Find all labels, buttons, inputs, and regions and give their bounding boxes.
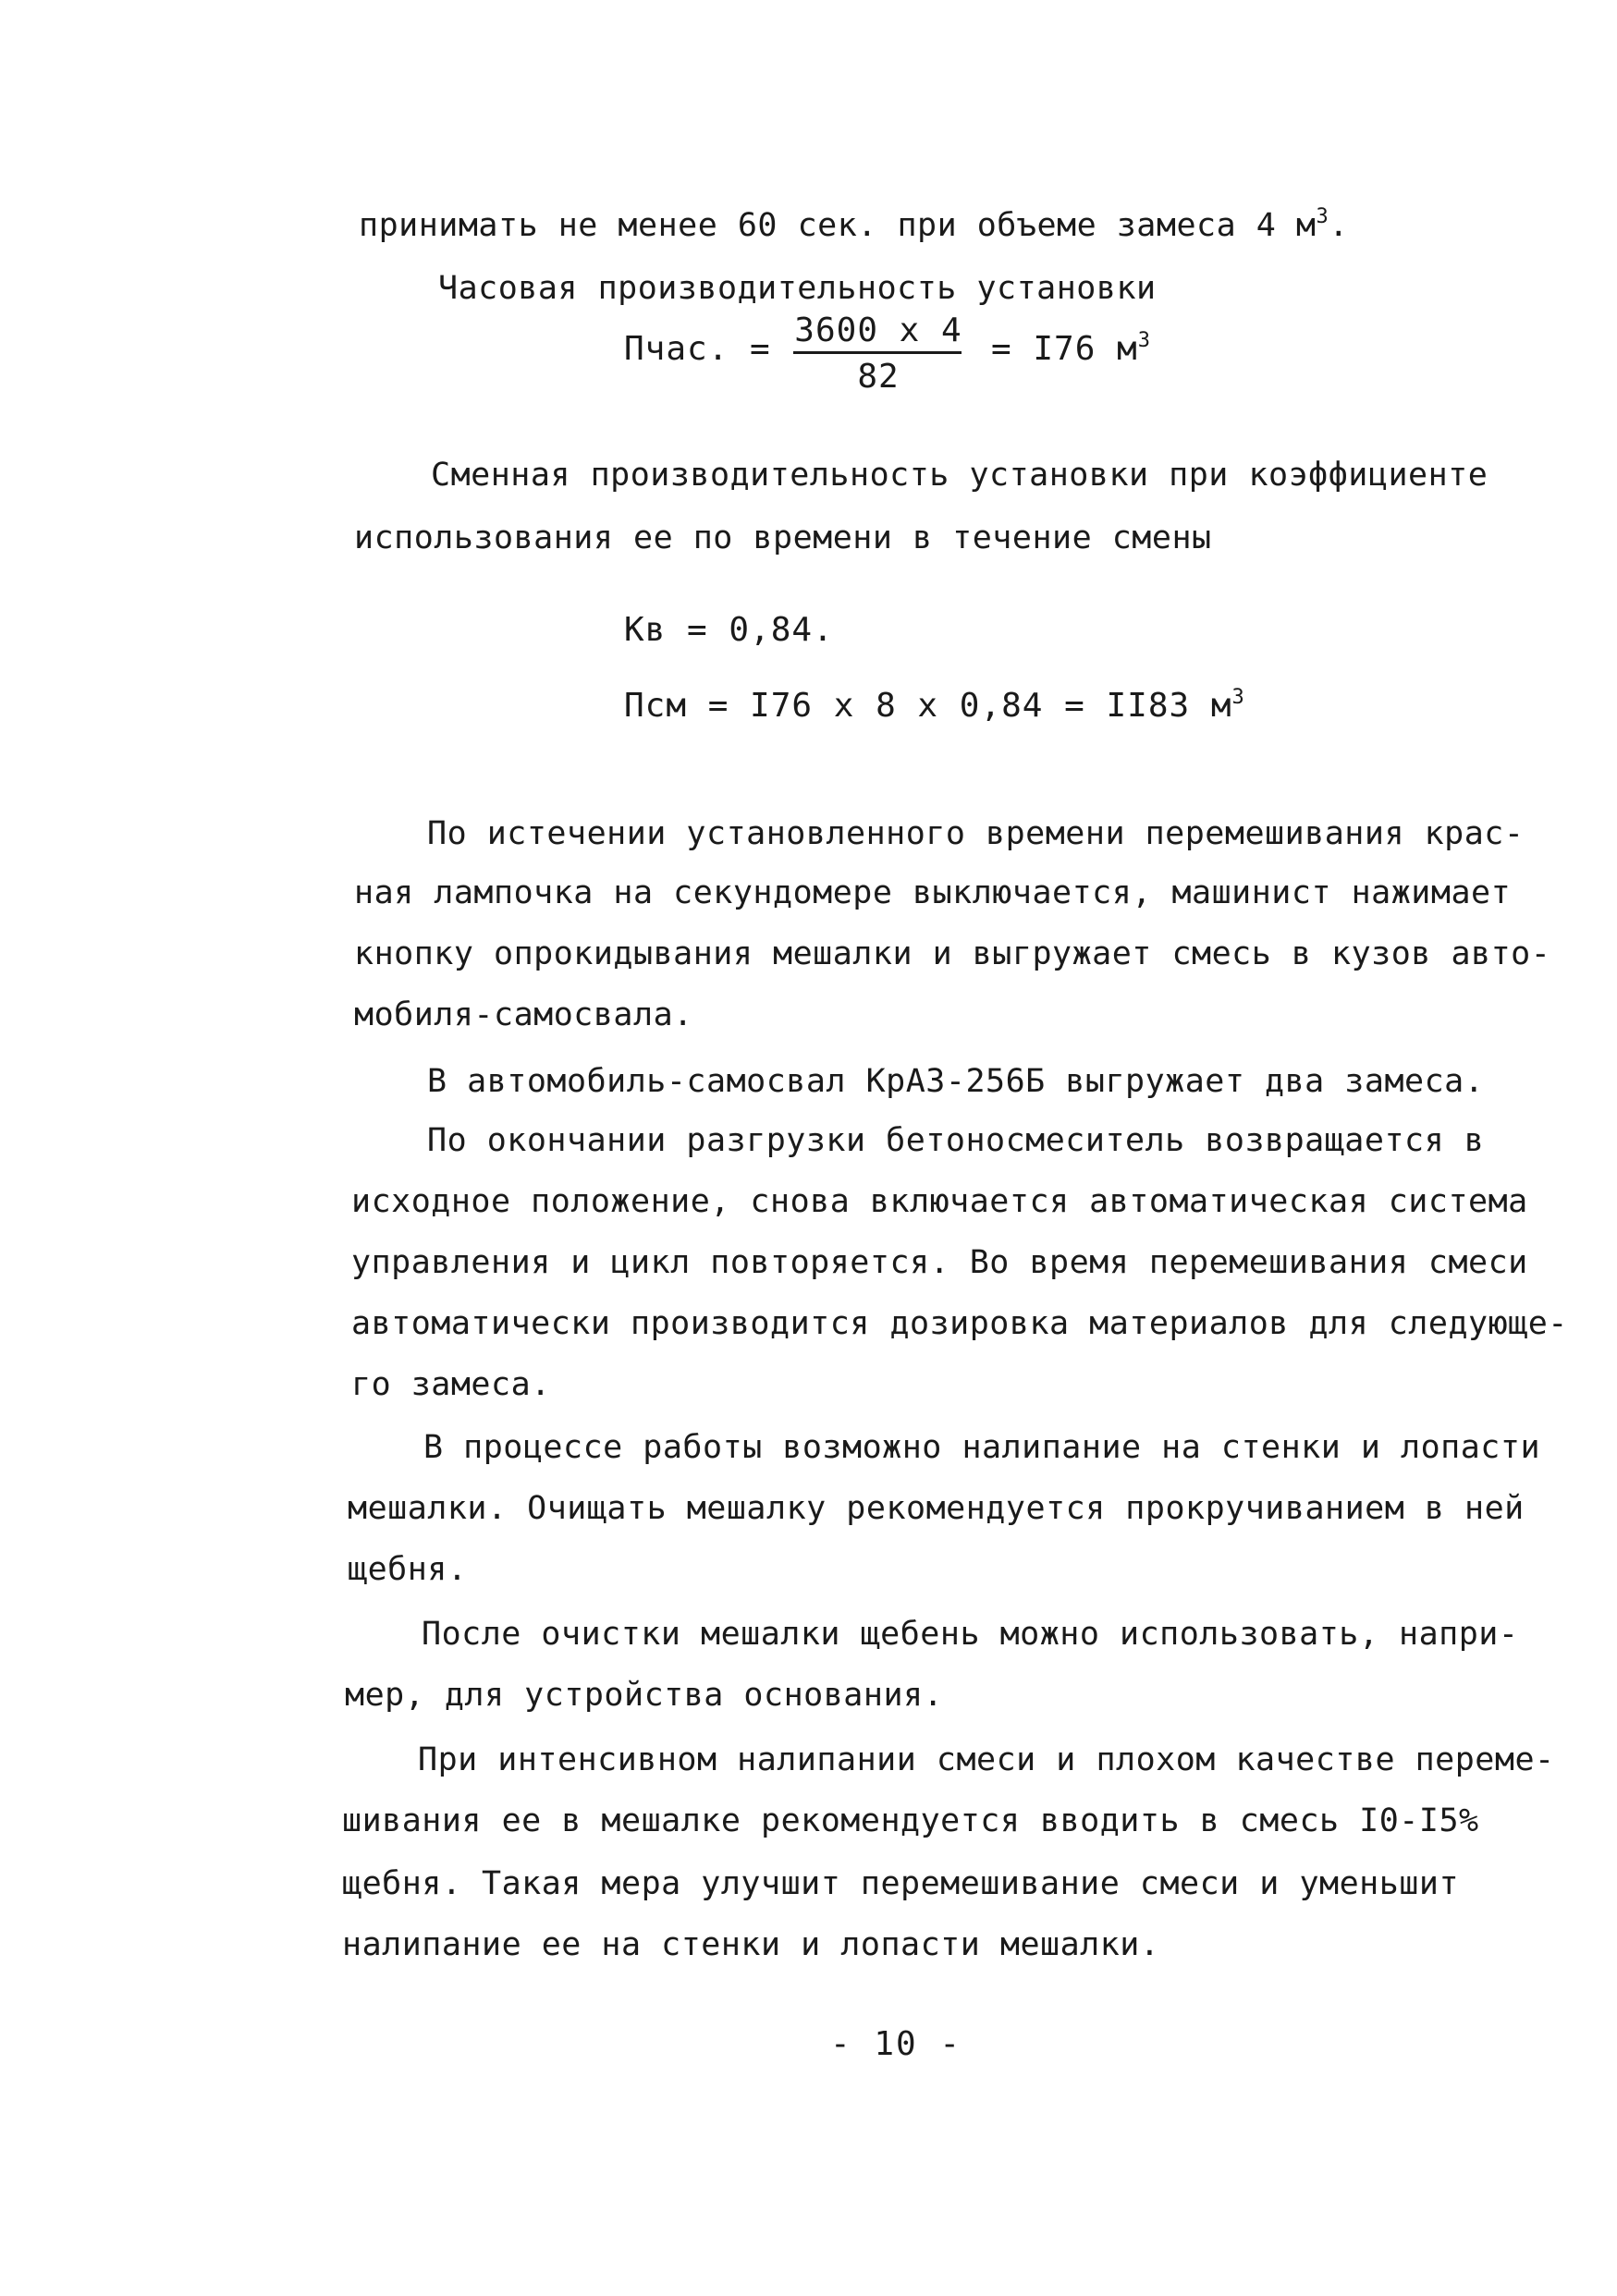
text-line: щебня. Такая мера улучшит перемешивание смеси и уменьшит xyxy=(342,1865,1460,1902)
text-line: мешалки. Очищать мешалку рекомендуется прокручиванием в ней xyxy=(348,1490,1525,1527)
text-line: ная лампочка на секундомере выключается, машинист нажимает xyxy=(354,874,1512,911)
text-line: кнопку опрокидывания мешалки и выгружает смесь в кузов авто- xyxy=(354,935,1551,972)
page-number: - 10 - xyxy=(830,2025,962,2063)
formula-rhs: = I76 $м^3$ xyxy=(991,329,1151,368)
text-line: щебня. xyxy=(348,1551,468,1588)
text-line: исходное положение, снова включается автоматическая система xyxy=(351,1183,1528,1220)
text-line: шивания ее в мешалке рекомендуется вводить в смесь I0-I5% xyxy=(342,1802,1479,1839)
text-line: использования ее по времени в течение смены xyxy=(354,519,1212,556)
text-line: В процессе работы возможно налипание на стенки и лопасти xyxy=(423,1429,1541,1466)
text-line: При интенсивном налипании смеси и плохом качестве переме- xyxy=(418,1741,1555,1778)
text-line: автоматически производится дозировка материалов для следующе- xyxy=(351,1305,1568,1342)
text-line: По окончании разгрузки бетоносмеситель возвращается в xyxy=(427,1122,1485,1159)
formula-numerator: 3600 х 4 xyxy=(794,311,962,349)
text-line: мер, для устройства основания. xyxy=(345,1677,944,1714)
text-line: Часовая производительность установки xyxy=(438,270,1157,307)
text-line: управления и цикл повторяется. Во время перемешивания смеси xyxy=(351,1244,1528,1281)
text-line: налипание ее на стенки и лопасти мешалки. xyxy=(342,1926,1160,1963)
formula-denominator: 82 xyxy=(857,358,900,396)
text-line: мобиля-самосвала. xyxy=(354,996,693,1033)
text-line: го замеса. xyxy=(351,1366,551,1403)
fraction-bar xyxy=(793,351,962,354)
formula-lhs: Пчас. = xyxy=(624,330,771,368)
text-line: После очистки мешалки щебень можно использовать, напри- xyxy=(422,1616,1519,1653)
formula-kv: Кв = 0,84. xyxy=(624,611,834,649)
text-line: В автомобиль-самосвал КрАЗ-256Б выгружает два замеса. xyxy=(427,1063,1485,1100)
text-line: принимать не менее 60 сек. при объеме замеса 4 $м^3$. xyxy=(359,205,1349,244)
formula-shift-productivity: Псм = I76 х 8 х 0,84 = II83 $м^3$ xyxy=(624,686,1245,725)
text-line: Сменная производительность установки при коэффициенте xyxy=(431,457,1488,494)
text-line: По истечении установленного времени перемешивания крас- xyxy=(427,815,1525,852)
